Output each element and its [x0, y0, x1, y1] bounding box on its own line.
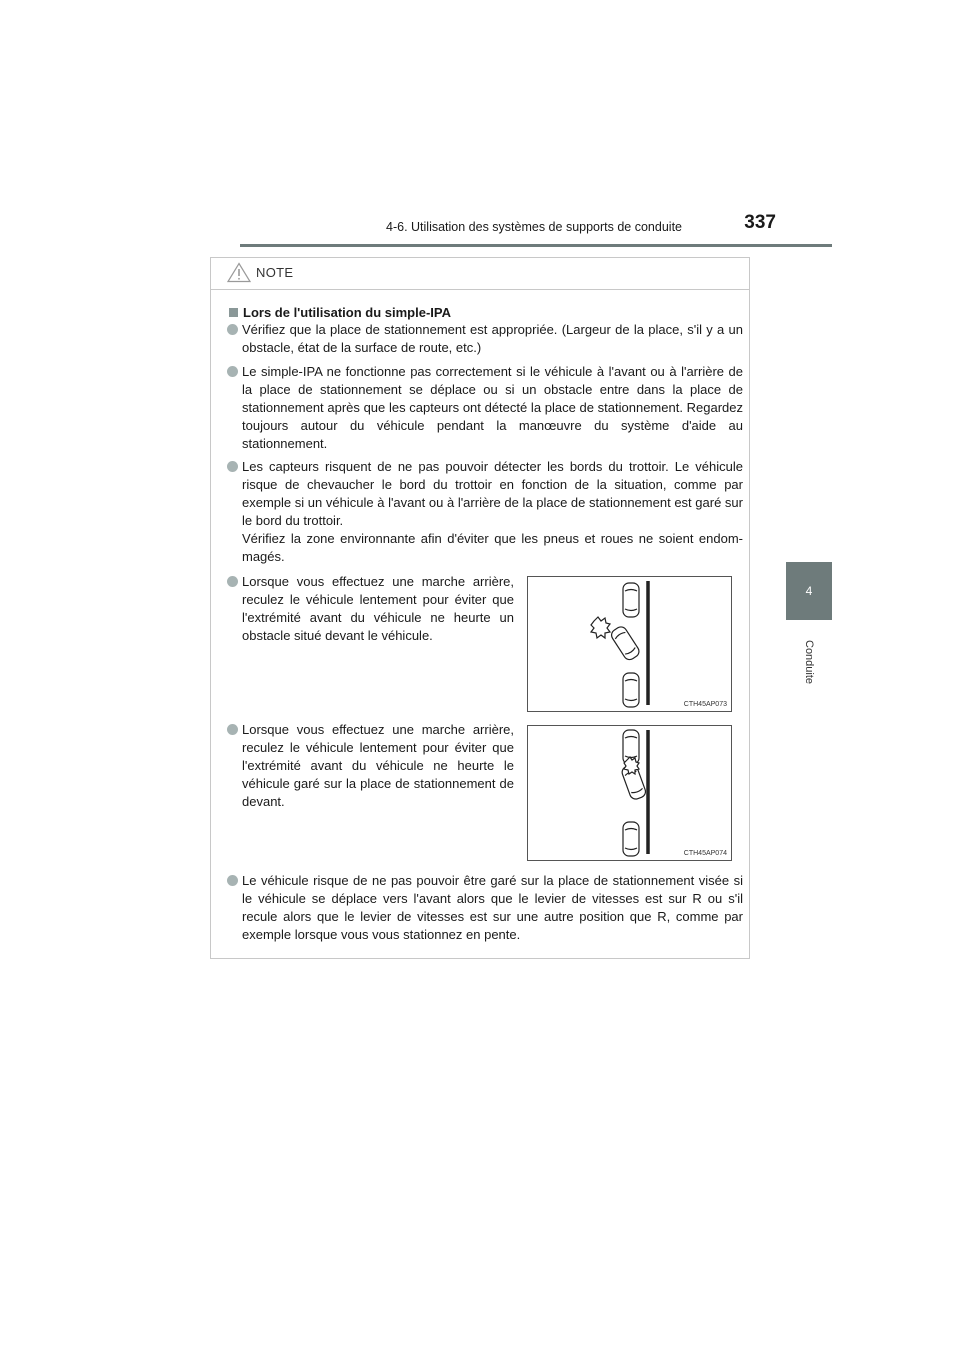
chapter-label: [786, 632, 832, 692]
bullet-item: Lorsque vous effectuez une marche arrière, reculez le véhicule lentement pour éviter que l'extrémité avant du véhicule ne heurte le véhicule garé sur la place de stationnement de devant.: [242, 721, 514, 811]
bullet-dot-icon: [227, 366, 238, 377]
bullet-item: Les capteurs risquent de ne pas pouvoir détecter les bords du trottoir. Le véhicule risque de chevaucher le bord du trottoir en fonction de la situation, comme par exemple si un véhicule à l'avant ou à l'arrière de la place de stationnement est garé sur le bord du trottoir. Vérifiez la zone environnante afin d'éviter que les pneus et roues ne soient endom-magés.: [242, 458, 743, 566]
bullet-dot-icon: [227, 875, 238, 886]
illustration-code: CTH45AP074: [683, 850, 727, 857]
note-header: [211, 258, 749, 290]
header-section-title: 4-6. Utilisation des systèmes de supports de conduite: [386, 220, 682, 234]
bullet-dot-icon: [227, 724, 238, 735]
bullet-item: Vérifiez que la place de stationnement est appropriée. (Largeur de la place, s'il y a un obstacle, état de la surface de route, etc.): [242, 321, 743, 357]
note-box: [210, 257, 750, 959]
chapter-label-text: Conduite: [803, 639, 815, 685]
illustration-code: CTH45AP073: [683, 701, 727, 708]
warning-triangle-icon: [227, 262, 251, 283]
bullet-item: Le simple-IPA ne fonctionne pas correctement si le véhicule à l'avant ou à l'arrière de la place de stationnement se déplace ou si un obstacle entre dans la place de stationnement après que les capteurs ont détecté la place de stationnement. Regardez toujours autour du véhicule pendant la manœuvre du système d'aide au stationnement.: [242, 363, 743, 453]
chapter-number: 4: [805, 584, 813, 598]
bullet-dot-icon: [227, 461, 238, 472]
illustration-drawing: [528, 726, 733, 862]
section-title: Lors de l'utilisation du simple-IPA: [229, 305, 451, 320]
bullet-dot-icon: [227, 324, 238, 335]
header-rule: [240, 244, 832, 247]
illustration-parked-vehicle: [527, 725, 732, 861]
chapter-tab: [786, 562, 832, 620]
square-bullet-icon: [229, 308, 238, 317]
bullet-item: Le véhicule risque de ne pas pouvoir être garé sur la place de stationnement visée si le véhicule se déplace vers l'avant alors que le levier de vitesses est sur R ou s'il recule alors que le levier de vitesses est sur une autre position que R, comme par exemple lorsque vous vous stationnez en pente.: [242, 872, 743, 944]
bullet-dot-icon: [227, 576, 238, 587]
note-label: NOTE: [256, 265, 294, 280]
bullet-item: Lorsque vous effectuez une marche arrière, reculez le véhicule lentement pour éviter que l'extrémité avant du véhicule ne heurte un obstacle situé devant le véhicule.: [242, 573, 514, 645]
illustration-drawing: [528, 577, 733, 713]
illustration-front-obstacle: [527, 576, 732, 712]
page-number: 337: [744, 212, 776, 233]
